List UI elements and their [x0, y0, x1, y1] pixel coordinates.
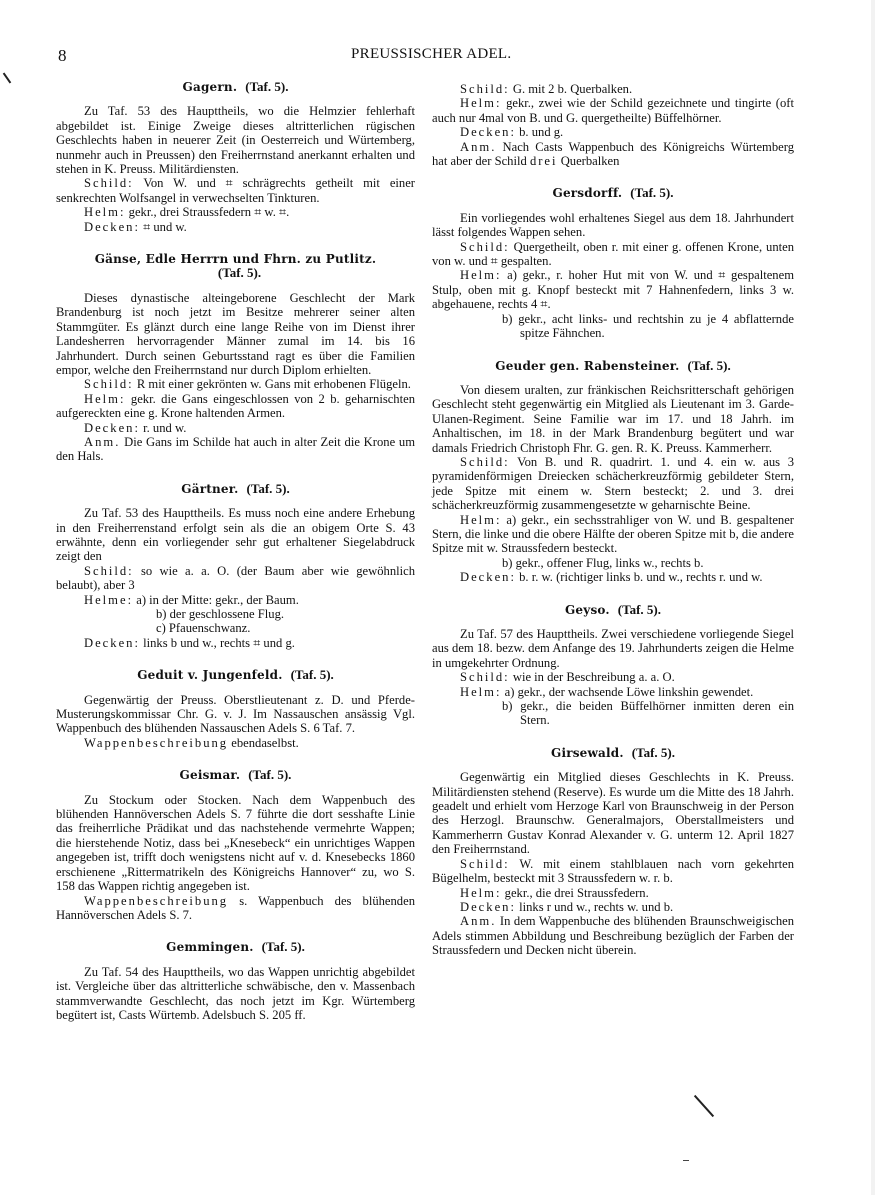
helm-item-b: b) gekr., die beiden Büffelhörner inmitten deren ein Stern.: [502, 699, 794, 728]
entry-title: Girsewald. (Taf. 5).: [551, 744, 675, 760]
entry-text: Zu Taf. 53 des Haupttheils, wo die Helmzier fehlerhaft abgebildet ist. Einige Zweige dieses altritterlichen rügischen Geschlechts haben in neuerer Zeit (in Oesterreich und Würtemberg, nunmehr auch in Preussen) den Freiherrnstand anerkannt erhalten und stehen in K. Preuss. Militärdiensten.: [56, 104, 415, 177]
entry-title: Gagern. (Taf. 5).: [182, 79, 289, 94]
helme-item-c: c) Pfauenschwanz.: [156, 621, 251, 636]
schild-line: Schild: wie in der Beschreibung a. a. O.: [460, 670, 675, 685]
entry-gemmingen: [56, 940, 415, 1022]
entry-text: Zu Taf. 53 des Haupttheils. Es muss noch eine andere Erhebung in den Freiherrenstand erfolgt sein als die an obigem Orte S. 43 erwähnte, denn ein vorliegender sehr gut erhaltener Siegelabdruck zeigt den: [56, 506, 415, 564]
entry-text: Gegenwärtig der Preuss. Oberstlieutenant z. D. und Pferde-Musterungskommissar Chr. G. v. J. Im Nassauschen ansässig Vgl. Wappenbuch des blühenden Nassauschen Adels S. 6 Taf. 7.: [56, 692, 415, 736]
anm-line: Anm. Nach Casts Wappenbuch des Königreichs Würtemberg hat aber der Schild drei Querbalken: [432, 139, 794, 169]
helm-line: Helm: a) gekr., der wachsende Löwe linkshin gewendet.: [460, 684, 754, 699]
scan-edge: [871, 0, 875, 1195]
entry-text: Von diesem uralten, zur fränkischen Reichsritterschaft gehörigen Geschlecht steht gegenwärtig ein Mitglied als Lieutenant im 3. Garde-Ulanen-Regiment. Seine Familie war im 17. und 18 Jahrh. im Anhaltischen, im 18. in der Mark Brandenburg begütert und war damals Friedrich Christoph Fhr. G. gen. R. K. Preuss. Kammerherr.: [432, 382, 794, 455]
entry-title: Geduit v. Jungenfeld. (Taf. 5).: [137, 667, 334, 683]
entry-title: Gänse, Edle Herrrn und Fhrn. zu Putlitz. (Taf. 5).: [94, 252, 377, 281]
helm-line: Helm: a) gekr., r. hoher Hut mit von W. und ⌗ gespaltenem Stulp, oben mit g. Knopf besteckt mit 7 Hahnenfedern, links 3 w. abgehauene, rechts 4 ⌗.: [432, 268, 794, 312]
running-head: PREUSSISCHER ADEL.: [351, 46, 512, 62]
entry-gaertner: [56, 482, 415, 650]
wappenbeschreibung-line: Wappenbeschreibung ebendaselbst.: [84, 735, 299, 750]
entry-title: Gemmingen. (Taf. 5).: [166, 939, 305, 955]
helme-line: Helme: a) in der Mitte: gekr., der Baum.: [84, 592, 299, 607]
helm-line: Helm: gekr. die Gans eingeschlossen von 2 b. geharnischten aufgereckten eine g. Krone haltenden Armen.: [56, 391, 415, 421]
entry-text: Dieses dynastische alteingeborene Geschlecht der Mark Brandenburg ist noch jetzt im Besitze mehrerer seiner alten Stammgüter. Es glänzt durch eine lange Reihe von im Dienst ihrer Landesherren hervorragender Männer zumal im 14. bis 16 Jahrhundert. Durch seinen Geburtsstand ragt es über die Familien empor, welche den Freiherrnstand nur durch Diplom erhielten.: [56, 290, 415, 377]
entry-title: Gärtner. (Taf. 5).: [181, 480, 290, 496]
anm-line: Anm. In dem Wappenbuche des blühenden Braunschweigischen Adels stimmen Abbildung und Beschreibung bezüglich der Farben der Straussfedern und Decken nicht überein.: [432, 914, 795, 958]
entry-geismar: [56, 768, 415, 922]
entry-girsewald: [432, 746, 794, 958]
entry-text: Zu Taf. 54 des Haupttheils, wo das Wappen unrichtig abgebildet ist. Vergleiche über das altritterliche schwäbische, den v. Massenbach stammverwandte Geschlecht, das noch jetzt im Kgr. Würtemberg begütert ist, Casts Würtemb. Adelsbuch S. 205 ff.: [56, 964, 415, 1022]
anm-line: Anm. Die Gans im Schilde hat auch in alter Zeit die Krone um den Hals.: [56, 434, 415, 464]
entry-title: Geuder gen. Rabensteiner. (Taf. 5).: [495, 357, 731, 373]
entry-text: Ein vorliegendes wohl erhaltenes Siegel aus dem 18. Jahrhundert lässt folgendes Wappen sehen.: [432, 210, 794, 240]
schild-line: Schild: R mit einer gekrönten w. Gans mit erhobenen Flügeln.: [84, 377, 411, 392]
entry-geuder: [432, 359, 794, 585]
helm-line: Helm: gekr., zwei wie der Schild gezeichnete und tingirte (oft auch nur 4mal von B. und G. quergetheilte) Büffelhörner.: [432, 96, 794, 125]
schild-line: Schild: so wie a. a. O. (der Baum aber wie gewöhnlich belaubt), aber 3: [56, 563, 415, 593]
pen-mark: [683, 1160, 689, 1161]
schild-line: Schild: Von B. und R. quadrirt. 1. und 4. ein w. aus 3 pyramidenförmigen Dreiecken schächerkreuzförmig gebildeter Stern, jede Spitze mit einem w. Stern besteckt; 2. und 3. drei schächerkreuzförmig zusammengesetzte w geharnischte Beine.: [432, 454, 795, 513]
helm-line: Helm: a) gekr., ein sechsstrahliger von W. und B. gespaltener Stern, die linke und die obere Hälfte der oberen Spitze mit b, die andere Spitze mit w. Straussfedern besteckt.: [432, 512, 794, 556]
entry-geyso: [432, 603, 794, 728]
decken-line: Decken: ⌗ und w.: [84, 219, 187, 234]
decken-line: Decken: r. und w.: [84, 420, 187, 435]
helm-line: Helm: gekr., die drei Straussfedern.: [460, 885, 649, 900]
entry-gaense: [56, 252, 415, 464]
entry-text: Zu Stockum oder Stocken. Nach dem Wappenbuch des blühenden Hannöverschen Adels S. 7 führte die dort sesshafte Linie das freiherrliche Prädikat und das nachstehende vermehrte Wappen; die hierstehende Notiz, dass bei „Knesebeck“ ein unrichtiges Wappen angegeben ist, trifft doch wenigstens nicht auf v. d. Knesebecks 1860 erschienene „Rittermatrikeln des Königreichs Hannover“ zu, wo S. 158 das Wappen richtig angegeben ist.: [56, 792, 415, 894]
wappenbeschreibung-line: Wappenbeschreibung s. Wappenbuch des blühenden Hannöverschen Adels S. 7.: [56, 893, 415, 922]
entry-text: Gegenwärtig ein Mitglied dieses Geschlechts in K. Preuss. Militärdiensten stehend (Reserve). Es wurde um die Mitte des 18 Jahrh. geadelt und erhielt vom Herzoge Karl von Braunschweig in der Person des Herzogl. Braunschw. Generalmajors, Oberstallmeisters und Kammerherrn Gustav Konrad Alexander v. G. unterm 12. April 1827 den Freiherrnstand.: [432, 770, 794, 857]
decken-line: Decken: links b und w., rechts ⌗ und g.: [84, 635, 295, 650]
schild-line: Schild: W. mit einem stahlblauen nach vorn gekehrten Bügelhelm, besteckt mit 3 Straussfedern w. r. b.: [432, 856, 795, 886]
entry-gemmingen-continued: [432, 82, 794, 168]
entry-geduit: [56, 668, 415, 750]
entry-title: Geyso. (Taf. 5).: [564, 601, 661, 617]
stray-mark: [3, 73, 12, 84]
decken-line: Decken: b. r. w. (richtiger links b. und w., rechts r. und w.: [460, 570, 763, 585]
entry-gersdorff: [432, 186, 794, 340]
decken-line: Decken: links r und w., rechts w. und b.: [460, 899, 674, 914]
entry-title: Gersdorff. (Taf. 5).: [552, 185, 674, 201]
helm-item-b: b) gekr., offener Flug, links w., rechts b.: [502, 555, 704, 570]
pen-mark: [694, 1095, 714, 1117]
entry-gagern: [56, 80, 415, 234]
entry-text: Zu Taf. 57 des Haupttheils. Zwei verschiedene vorliegende Siegel aus dem 18. bezw. dem Anfange des 19. Jahrhunderts zeigen die Helme in umgekehrter Ordnung.: [432, 627, 794, 670]
helme-item-b: b) der geschlossene Flug.: [156, 607, 285, 621]
page-number: 8: [58, 46, 67, 65]
schild-line: Schild: Von W. und ⌗ schrägrechts getheilt mit einer senkrechten Wolfsangel in verwechselten Tinkturen.: [56, 176, 416, 205]
helm-line: Helm: gekr., drei Straussfedern ⌗ w. ⌗.: [84, 205, 290, 220]
schild-line: Schild: G. mit 2 b. Querbalken.: [460, 82, 633, 96]
decken-line: Decken: b. und g.: [460, 125, 564, 140]
left-column: [56, 80, 415, 1022]
right-column: [432, 82, 794, 958]
schild-line: Schild: Quergetheilt, oben r. mit einer g. offenen Krone, unten von w. und ⌗ gespalten.: [432, 239, 794, 269]
helm-item-b: b) gekr., acht links- und rechtshin zu je 4 abflatternde spitze Fähnchen.: [502, 311, 794, 341]
entry-title: Geismar. (Taf. 5).: [179, 767, 292, 783]
